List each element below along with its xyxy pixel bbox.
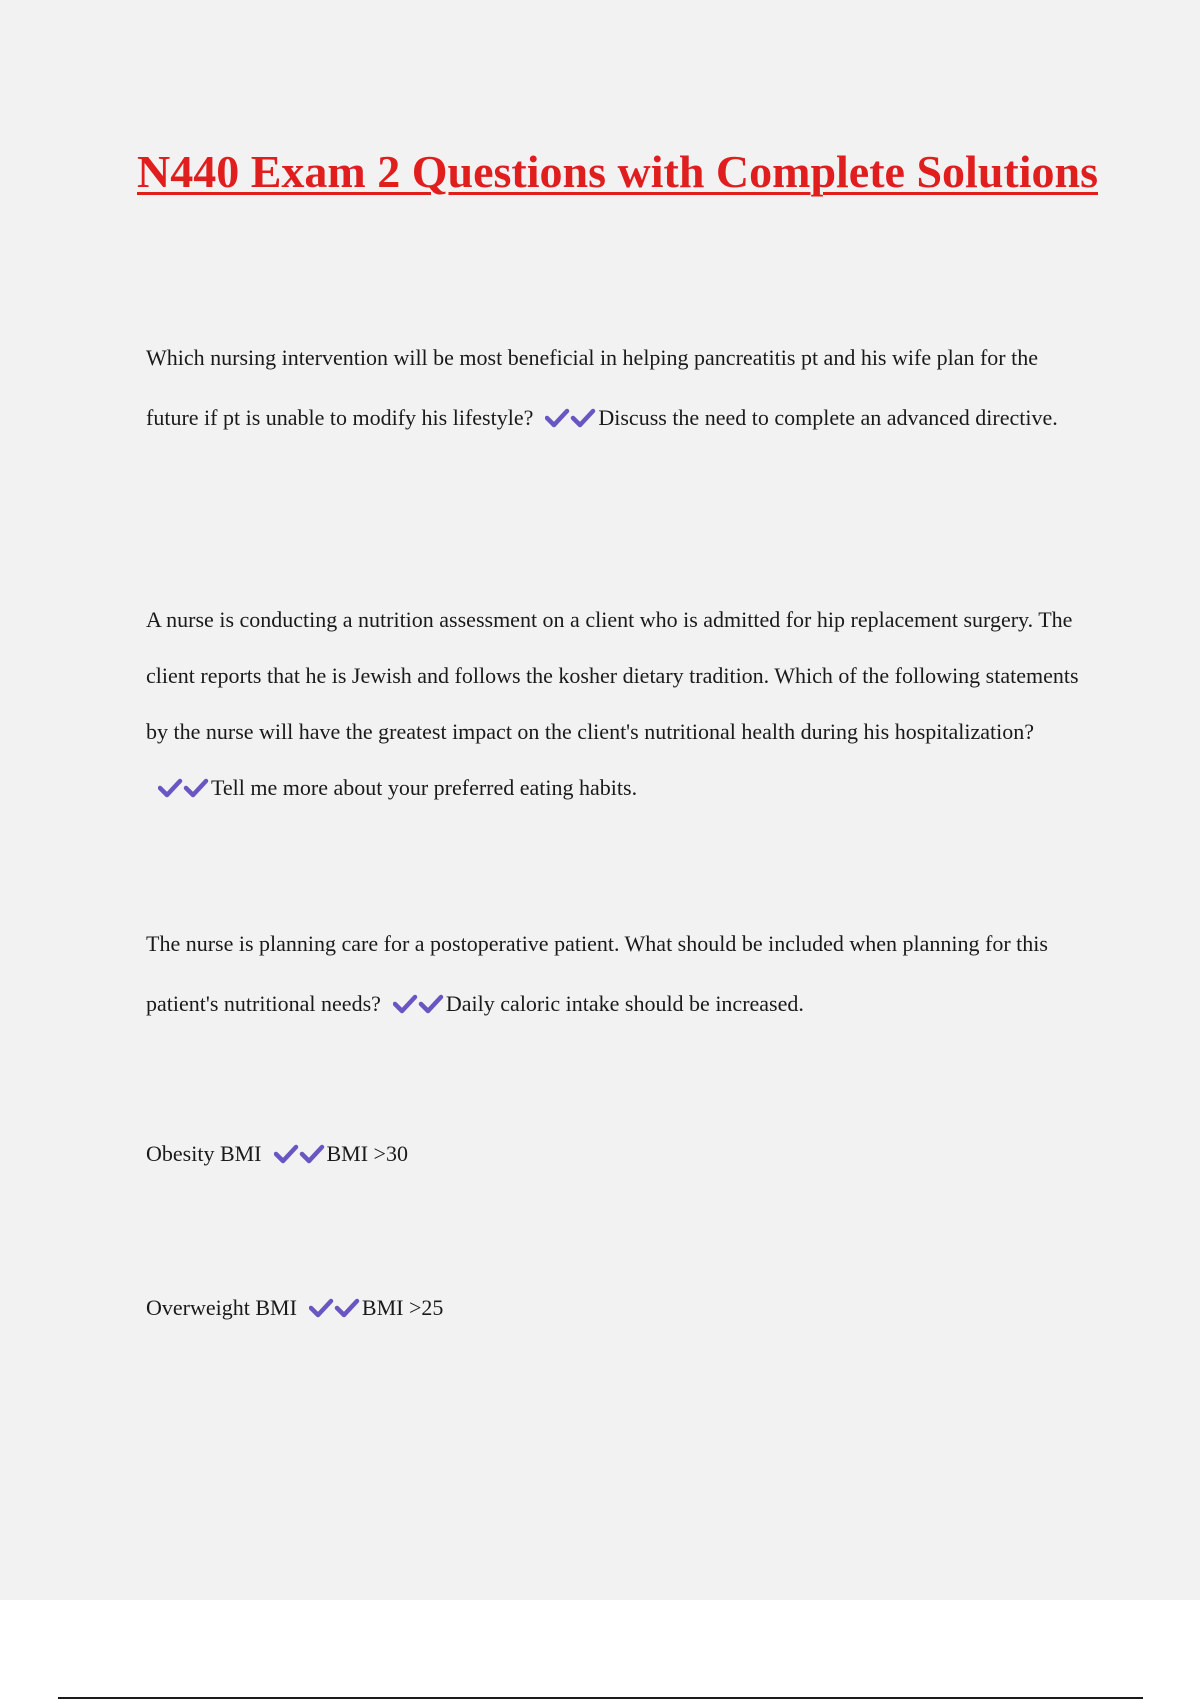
double-check-icon — [393, 993, 445, 1015]
double-check-icon — [274, 1143, 326, 1165]
answer-text: Discuss the need to complete an advanced directive. — [598, 405, 1058, 430]
question-text: The nurse is planning care for a postoperative patient. What should be included when planning for this patient's nutritional needs? — [146, 931, 1048, 1016]
double-check-icon — [309, 1297, 361, 1319]
answer-text: Daily caloric intake should be increased. — [445, 991, 804, 1016]
answer-text: Tell me more about your preferred eating habits. — [211, 775, 638, 800]
qa-item-4 — [146, 1124, 1096, 1184]
qa-item-1 — [146, 328, 1096, 448]
answer-text: BMI >30 — [326, 1141, 408, 1166]
document-title: N440 Exam 2 Questions with Complete Solutions — [137, 146, 1098, 197]
qa-item-5 — [146, 1278, 1096, 1338]
double-check-icon — [158, 777, 210, 799]
qa-item-3 — [146, 914, 1096, 1034]
question-text: A nurse is conducting a nutrition assessment on a client who is admitted for hip replacement surgery. The client reports that he is Jewish and follows the kosher dietary tradition. Which of the following statements by the nurse will have the greatest impact on the client's nutritional health during his hospitalization? — [146, 607, 1079, 744]
question-text: Obesity BMI — [146, 1141, 262, 1166]
question-text: Which nursing intervention will be most beneficial in helping pancreatitis pt and his wife plan for the future if pt is unable to modify his lifestyle? — [146, 345, 1038, 430]
footer-divider — [58, 1697, 1143, 1699]
question-text: Overweight BMI — [146, 1295, 297, 1320]
double-check-icon — [545, 407, 597, 429]
qa-item-2 — [146, 592, 1096, 816]
answer-text: BMI >25 — [361, 1295, 444, 1320]
